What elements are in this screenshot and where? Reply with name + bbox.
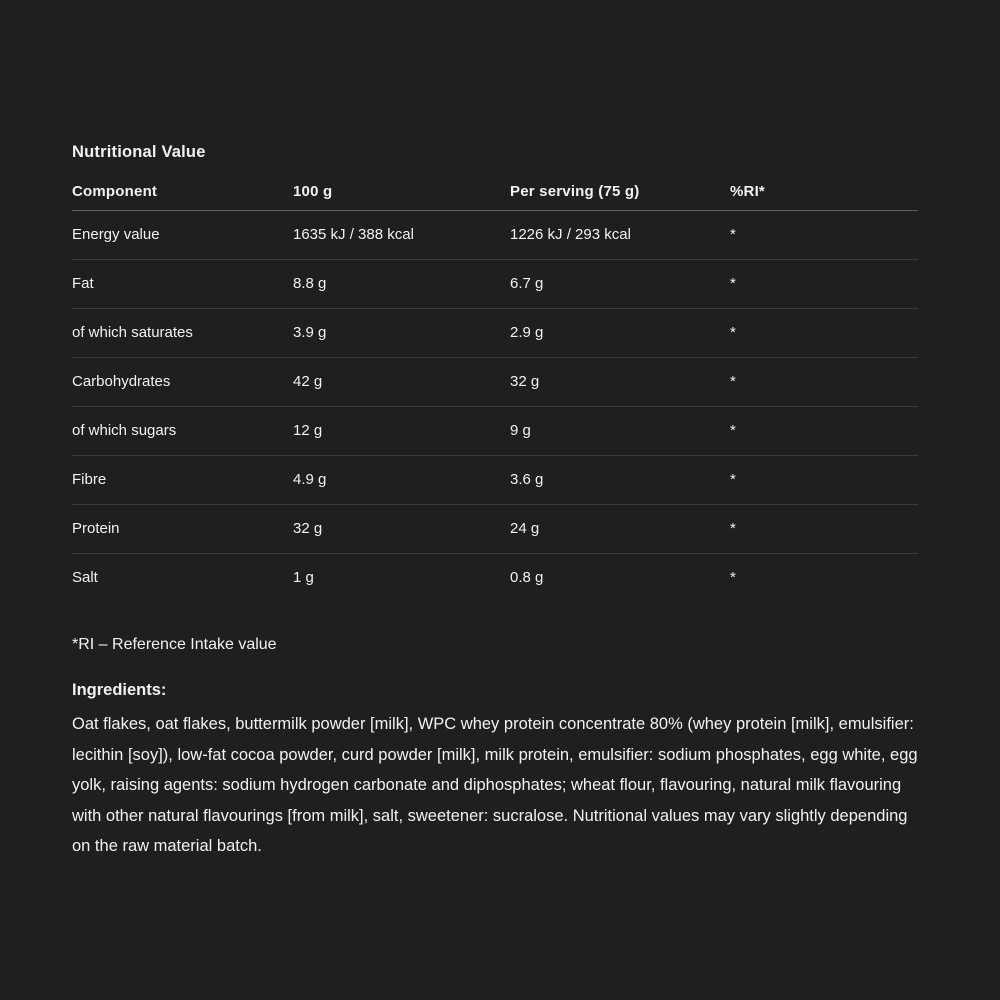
ri-footnote: *RI – Reference Intake value xyxy=(72,636,277,653)
ri-cell: * xyxy=(730,260,918,309)
ri-cell: * xyxy=(730,211,918,260)
table-row xyxy=(72,260,918,309)
ri-cell: * xyxy=(730,505,918,554)
component-cell: Carbohydrates xyxy=(72,358,293,407)
table-row xyxy=(72,456,918,505)
table-row xyxy=(72,211,918,260)
panel-title: Nutritional Value xyxy=(72,143,206,161)
per-100g-cell: 32 g xyxy=(293,505,510,554)
per-serving-cell: 6.7 g xyxy=(510,260,730,309)
component-cell: Salt xyxy=(72,569,98,586)
per-100g-cell: 1 g xyxy=(293,569,314,586)
ri-cell: * xyxy=(730,569,736,586)
table-row xyxy=(72,554,918,603)
ri-cell: * xyxy=(730,358,918,407)
per-serving-cell: 24 g xyxy=(510,505,730,554)
per-100g-cell: 3.9 g xyxy=(293,309,510,358)
header-per-serving: Per serving (75 g) xyxy=(510,183,730,211)
ingredients-text: Oat flakes, oat flakes, buttermilk powder [milk], WPC whey protein concentrate 80% (whey protein [milk], emulsifier: lecithin [soy]), low-fat cocoa powder, curd powder [milk], milk protein, emulsifier: sodium phosphates, egg white, egg yolk, raising agents: sodium hydrogen carbonate and diphosphates; wheat flour, flavouring, natural milk flavouring with other natural flavourings [from milk], salt, sweetener: sucralose. Nutritional values may vary slightly depending on the raw material batch. xyxy=(72,715,918,856)
ri-cell: * xyxy=(730,407,918,456)
nutrition-table xyxy=(72,183,918,602)
component-cell: Energy value xyxy=(72,211,293,260)
component-cell: of which sugars xyxy=(72,407,293,456)
per-serving-cell: 9 g xyxy=(510,407,730,456)
component-cell: Protein xyxy=(72,505,293,554)
per-100g-cell: 42 g xyxy=(293,358,510,407)
header-per-100g: 100 g xyxy=(293,183,510,211)
table-row xyxy=(72,505,918,554)
per-serving-cell: 3.6 g xyxy=(510,456,730,505)
per-100g-cell: 1635 kJ / 388 kcal xyxy=(293,211,510,260)
component-cell: Fat xyxy=(72,260,293,309)
per-serving-cell: 2.9 g xyxy=(510,309,730,358)
header-component: Component xyxy=(72,183,293,211)
component-cell: of which saturates xyxy=(72,309,293,358)
ingredients-heading: Ingredients: xyxy=(72,681,167,699)
ri-cell: * xyxy=(730,309,918,358)
per-serving-cell: 32 g xyxy=(510,358,730,407)
per-100g-cell: 12 g xyxy=(293,407,510,456)
table-row xyxy=(72,358,918,407)
per-serving-cell: 1226 kJ / 293 kcal xyxy=(510,211,730,260)
table-row xyxy=(72,407,918,456)
table-header-row xyxy=(72,183,918,211)
component-cell: Fibre xyxy=(72,456,293,505)
ri-cell: * xyxy=(730,456,918,505)
header-ri: %RI* xyxy=(730,183,918,211)
per-100g-cell: 8.8 g xyxy=(293,260,510,309)
per-100g-cell: 4.9 g xyxy=(293,456,510,505)
per-serving-cell: 0.8 g xyxy=(510,569,544,586)
table-row xyxy=(72,309,918,358)
table-body xyxy=(72,211,918,603)
